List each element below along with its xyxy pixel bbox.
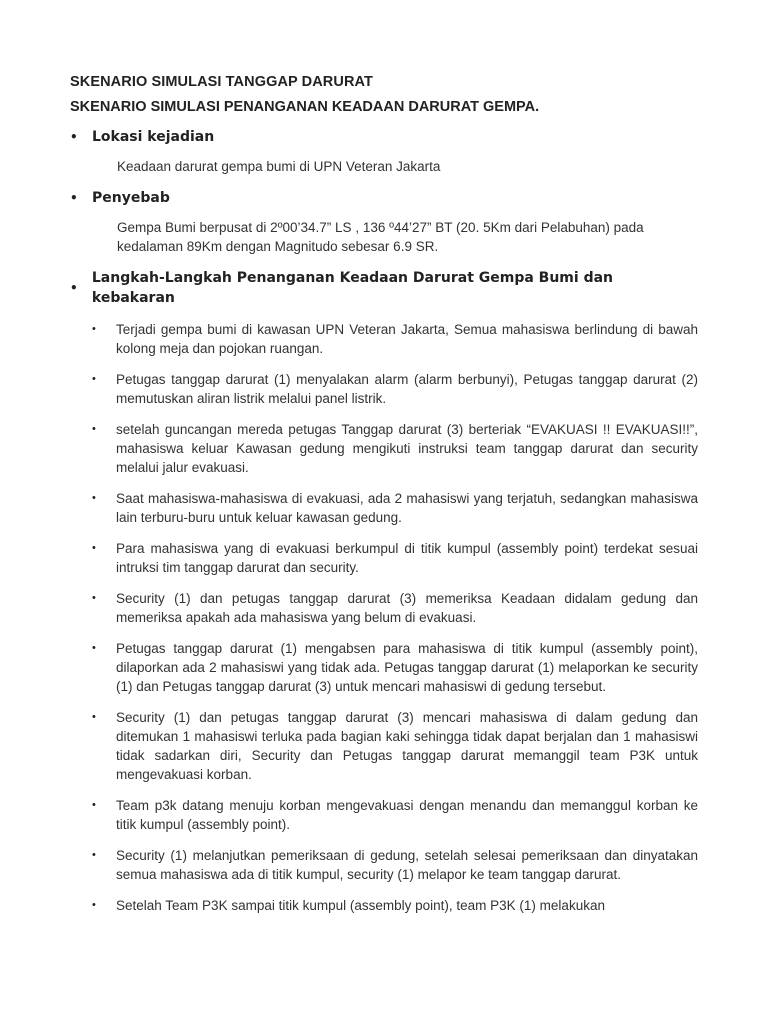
list-item [92,796,698,834]
section-heading [70,188,698,208]
section-body: Keadaan darurat gempa bumi di UPN Veteran Jakarta [117,159,441,174]
step-text: Security (1) dan petugas tanggap darurat (3) mencari mahasiswa di dalam gedung dan ditemukan 1 mahasiswi terluka pada bagian kaki sehingga tidak dapat berjalan dan 1 mahasiswi tidak sadarkan diri, Security dan Petugas tanggap darurat memanggil team P3K untuk mengevakuasi korban. [116,710,698,782]
step-text: Terjadi gempa bumi di kawasan UPN Veteran Jakarta, Semua mahasiswa berlindung di bawah kolong meja dan pojokan ruangan. [116,322,698,356]
bullet-icon: • [92,323,96,335]
section-heading-text: Lokasi kejadian [92,129,215,145]
section-heading [70,268,698,308]
bullet-icon: • [92,373,96,385]
step-text: Para mahasiswa yang di evakuasi berkumpul di titik kumpul (assembly point) terdekat sesuai intruksi tim tanggap darurat dan security. [116,541,698,575]
section-heading-text: Penyebab [92,190,170,206]
list-item [92,489,698,527]
steps-list [70,320,698,915]
list-item [92,639,698,696]
section-lokasi [70,127,698,176]
bullet-icon: • [92,542,96,554]
bullet-icon: • [70,281,78,295]
step-text: Petugas tanggap darurat (1) mengabsen para mahasiswa di titik kumpul (assembly point), dilaporkan ada 2 mahasiswi yang tidak ada. Petugas tanggap darurat (1) melaporkan ke security (1) dan Petugas tanggap darurat (3) untuk mencari mahasiswi di gedung tersebut. [116,641,698,694]
document-title: SKENARIO SIMULASI TANGGAP DARURAT [70,74,373,90]
section-heading [70,127,698,147]
bullet-icon: • [70,130,78,144]
bullet-icon: • [92,849,96,861]
step-text: Security (1) dan petugas tanggap darurat (3) memeriksa Keadaan didalam gedung dan memeriksa apakah ada mahasiswa yang belum di evakuasi. [116,591,698,625]
step-text: Saat mahasiswa-mahasiswa di evakuasi, ada 2 mahasiswi yang terjatuh, sedangkan mahasiswa lain terburu-buru untuk keluar kawasan gedung. [116,491,698,525]
list-item [92,846,698,884]
step-text: Team p3k datang menuju korban mengevakuasi dengan menandu dan memanggul korban ke titik kumpul (assembly point). [116,798,698,832]
bullet-icon: • [92,492,96,504]
section-body: Gempa Bumi berpusat di 2º00’34.7” LS , 136 º44’27” BT (20. 5Km dari Pelabuhan) pada kedalaman 89Km dengan Magnitudo sebesar 6.9 SR. [117,220,644,254]
list-item [92,589,698,627]
list-item [92,896,698,915]
list-item [92,320,698,358]
bullet-icon: • [70,191,78,205]
bullet-icon: • [92,711,96,723]
bullet-icon: • [92,642,96,654]
bullet-icon: • [92,899,96,911]
bullet-icon: • [92,799,96,811]
step-text: setelah guncangan mereda petugas Tanggap darurat (3) berteriak “EVAKUASI !! EVAKUASI!!”, mahasiswa keluar Kawasan gedung mengikuti instruksi team tanggap darurat dan security melalui jalur evakuasi. [116,422,698,475]
bullet-icon: • [92,423,96,435]
section-langkah [70,268,698,915]
document-subtitle: SKENARIO SIMULASI PENANGANAN KEADAAN DARURAT GEMPA. [70,99,540,115]
list-item [92,708,698,784]
section-heading-text: Langkah-Langkah Penanganan Keadaan Darurat Gempa Bumi dan kebakaran [91,270,614,306]
step-text: Security (1) melanjutkan pemeriksaan di gedung, setelah selesai pemeriksaan dan dinyatakan semua mahasiswa ada di titik kumpul, security (1) melapor ke team tanggap darurat. [116,848,698,882]
bullet-icon: • [92,592,96,604]
section-penyebab [70,188,698,256]
list-item [92,420,698,477]
list-item [92,370,698,408]
list-item [92,539,698,577]
step-text: Setelah Team P3K sampai titik kumpul (assembly point), team P3K (1) melakukan [116,898,605,913]
step-text: Petugas tanggap darurat (1) menyalakan alarm (alarm berbunyi), Petugas tanggap darurat (2) memutuskan aliran listrik melalui panel listrik. [116,372,698,406]
